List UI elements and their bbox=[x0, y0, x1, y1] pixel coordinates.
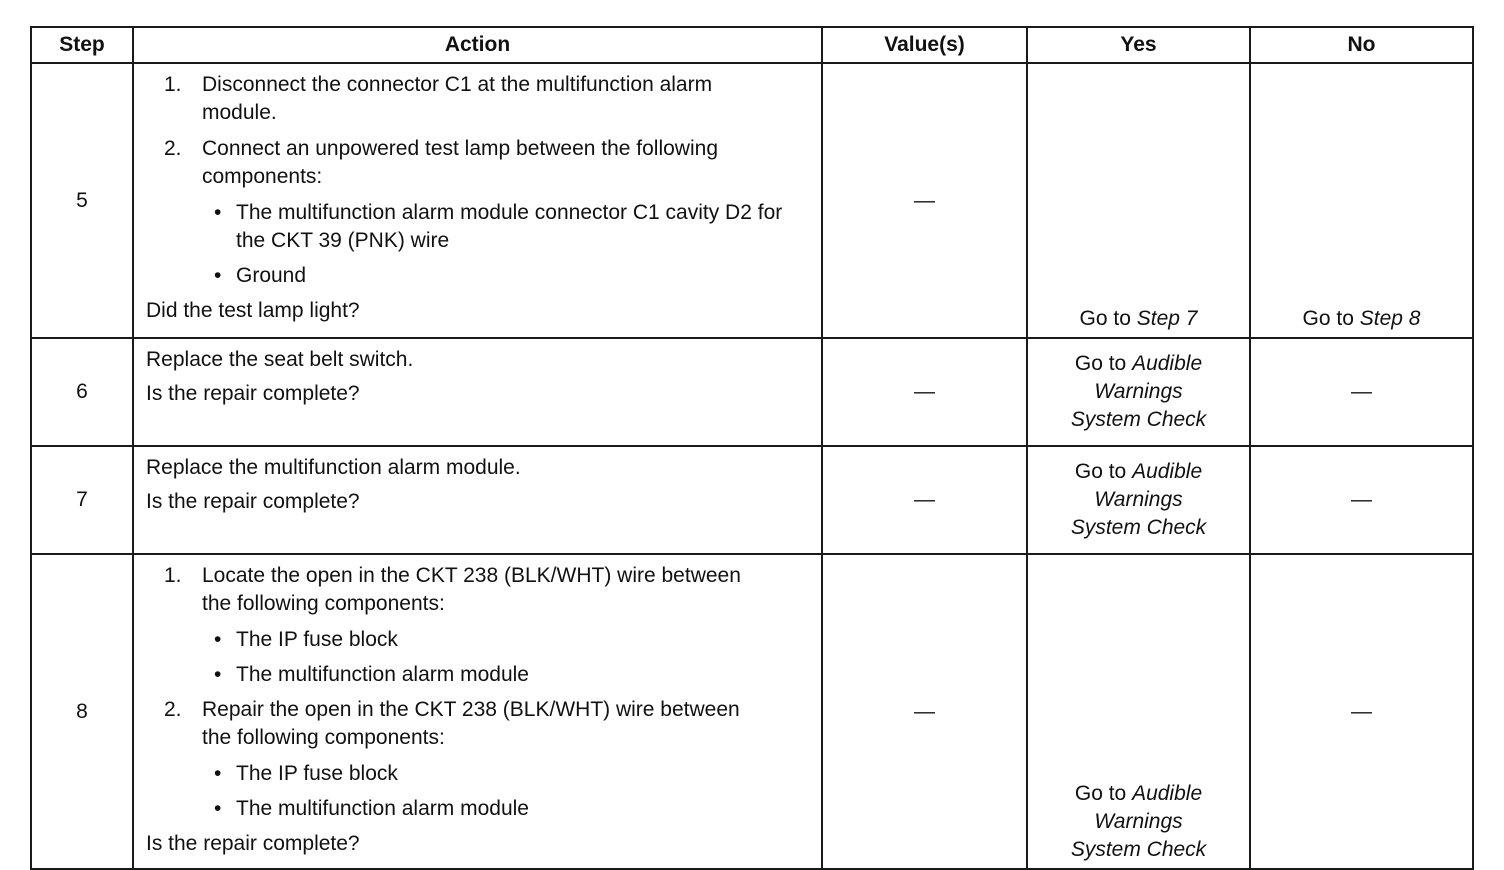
yes-link-part[interactable]: Audible bbox=[1132, 782, 1203, 805]
value-cell bbox=[822, 446, 1027, 554]
yes-cell bbox=[1027, 446, 1250, 554]
bullet-item bbox=[214, 626, 811, 654]
step-number: 5 bbox=[31, 63, 133, 338]
table-row bbox=[31, 446, 1473, 554]
no-dash: — bbox=[1351, 699, 1372, 723]
bullet-item bbox=[214, 199, 811, 255]
bullet-icon: • bbox=[214, 628, 222, 651]
step-number: 8 bbox=[31, 554, 133, 869]
bullet-text: The IP fuse block bbox=[236, 628, 398, 651]
bullet-icon: • bbox=[214, 762, 222, 785]
item-text: Disconnect the connector C1 at the multifunction alarm module. bbox=[202, 73, 713, 124]
header-values: Value(s) bbox=[822, 27, 1027, 63]
bullet-icon: • bbox=[214, 663, 222, 686]
yes-goto-line bbox=[1028, 808, 1249, 836]
no-step-link[interactable]: Step 8 bbox=[1359, 307, 1421, 330]
numbered-item bbox=[164, 71, 811, 127]
action-cell bbox=[133, 446, 822, 554]
yes-goto-prefix: Go to bbox=[1079, 307, 1137, 330]
header-yes: Yes bbox=[1027, 27, 1250, 63]
no-goto-prefix: Go to bbox=[1302, 307, 1360, 330]
yes-goto-line bbox=[1028, 378, 1249, 406]
action-cell bbox=[133, 554, 822, 869]
step-number: 7 bbox=[31, 446, 133, 554]
value-dash: — bbox=[914, 699, 935, 723]
bullet-icon: • bbox=[214, 264, 222, 287]
yes-link-part[interactable]: Audible bbox=[1132, 352, 1203, 375]
yes-goto-prefix: Go to bbox=[1074, 460, 1133, 483]
yes-link-part[interactable]: Warnings bbox=[1094, 810, 1183, 833]
item-number: 1. bbox=[164, 564, 182, 587]
header-action: Action bbox=[133, 27, 822, 63]
numbered-item bbox=[164, 562, 811, 618]
yes-cell bbox=[1027, 338, 1250, 446]
no-cell bbox=[1250, 338, 1473, 446]
question-text: Is the repair complete? bbox=[146, 490, 360, 513]
yes-cell bbox=[1027, 554, 1250, 869]
question-text: Did the test lamp light? bbox=[146, 299, 360, 322]
bullet-text: The multifunction alarm module bbox=[236, 663, 529, 686]
action-line: Replace the seat belt switch. bbox=[146, 348, 414, 371]
item-text: Connect an unpowered test lamp between the following components: bbox=[202, 137, 718, 188]
no-dash: — bbox=[1351, 380, 1372, 403]
numbered-item bbox=[164, 696, 811, 752]
yes-goto-line bbox=[1028, 458, 1249, 486]
table-row bbox=[31, 338, 1473, 446]
bullet-item bbox=[214, 760, 811, 788]
yes-link-part[interactable]: Warnings bbox=[1094, 380, 1183, 403]
action-cell bbox=[133, 338, 822, 446]
diagnostic-steps-table bbox=[30, 26, 1474, 870]
action-line: Replace the multifunction alarm module. bbox=[146, 456, 521, 479]
no-cell bbox=[1250, 554, 1473, 869]
item-text: Repair the open in the CKT 238 (BLK/WHT) wire between the following components: bbox=[202, 698, 740, 749]
yes-link-part[interactable]: System Check bbox=[1070, 408, 1207, 431]
yes-step-link[interactable]: Step 7 bbox=[1136, 307, 1198, 330]
bullet-icon: • bbox=[214, 797, 222, 820]
diagnostic-table-sheet bbox=[30, 26, 1462, 870]
value-dash: — bbox=[914, 188, 935, 212]
table-row bbox=[31, 554, 1473, 869]
question-text: Is the repair complete? bbox=[146, 832, 360, 855]
value-cell bbox=[822, 554, 1027, 869]
bullet-item bbox=[214, 262, 811, 290]
bullet-text: The multifunction alarm module bbox=[236, 797, 529, 820]
yes-goto-line bbox=[1028, 486, 1249, 514]
yes-goto-line bbox=[1028, 836, 1249, 864]
table-row bbox=[31, 63, 1473, 338]
yes-goto-prefix: Go to bbox=[1074, 352, 1133, 375]
value-dash: — bbox=[914, 380, 935, 403]
yes-goto-line bbox=[1028, 406, 1249, 434]
no-cell bbox=[1250, 446, 1473, 554]
bullet-item bbox=[214, 661, 811, 689]
yes-link-part[interactable]: System Check bbox=[1070, 838, 1207, 861]
yes-cell bbox=[1027, 63, 1250, 338]
item-text: Locate the open in the CKT 238 (BLK/WHT) wire between the following components: bbox=[202, 564, 741, 615]
bullet-item bbox=[214, 795, 811, 823]
value-cell bbox=[822, 63, 1027, 338]
yes-goto-line bbox=[1028, 780, 1249, 808]
step-number: 6 bbox=[31, 338, 133, 446]
header-row bbox=[31, 27, 1473, 63]
yes-goto-line bbox=[1028, 350, 1249, 378]
yes-link-part[interactable]: Audible bbox=[1132, 460, 1203, 483]
bullet-icon: • bbox=[214, 201, 222, 224]
numbered-item bbox=[164, 135, 811, 191]
bullet-text: Ground bbox=[236, 264, 307, 287]
bullet-text: The multifunction alarm module connector C1 cavity D2 for the CKT 39 (PNK) wire bbox=[236, 201, 783, 252]
question-text: Is the repair complete? bbox=[146, 382, 360, 405]
yes-link-part[interactable]: Warnings bbox=[1094, 488, 1183, 511]
value-cell bbox=[822, 338, 1027, 446]
header-step: Step bbox=[31, 27, 133, 63]
no-dash: — bbox=[1351, 488, 1372, 511]
yes-goto-line bbox=[1028, 514, 1249, 542]
value-dash: — bbox=[914, 488, 935, 511]
item-number: 2. bbox=[164, 698, 182, 721]
yes-goto-prefix: Go to bbox=[1074, 782, 1133, 805]
item-number: 2. bbox=[164, 137, 182, 160]
bullet-text: The IP fuse block bbox=[236, 762, 398, 785]
no-cell bbox=[1250, 63, 1473, 338]
action-cell bbox=[133, 63, 822, 338]
item-number: 1. bbox=[164, 73, 182, 96]
yes-link-part[interactable]: System Check bbox=[1070, 516, 1207, 539]
header-no: No bbox=[1250, 27, 1473, 63]
